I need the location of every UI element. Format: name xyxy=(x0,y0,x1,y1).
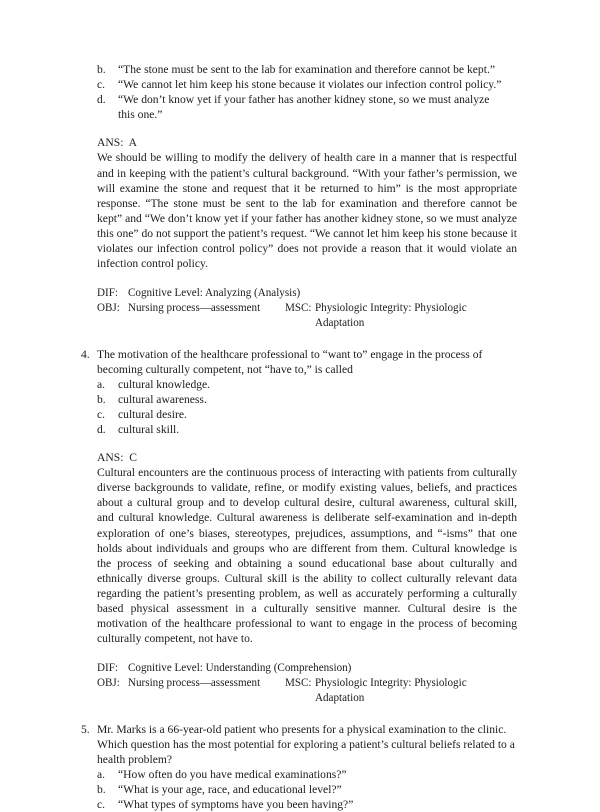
obj-value: Nursing process—assessment xyxy=(128,677,261,690)
option-text: “What types of symptoms have you been having?” xyxy=(118,798,354,812)
option-text: cultural skill. xyxy=(118,422,180,436)
option-text: “How often do you have medical examinations?” xyxy=(118,767,347,781)
question-number: 5. xyxy=(81,722,90,736)
msc-key: MSC: xyxy=(285,302,312,315)
page-content xyxy=(81,62,517,812)
metadata-row-dif xyxy=(97,661,517,676)
option-text: cultural desire. xyxy=(118,407,187,421)
dif-key: DIF: xyxy=(97,662,118,675)
answer-label: ANS: C xyxy=(97,451,137,465)
dif-value: Cognitive Level: Understanding (Comprehension) xyxy=(128,662,352,675)
option-item[interactable] xyxy=(97,92,517,107)
option-letter: d. xyxy=(97,93,106,107)
question-4-answer-block xyxy=(97,450,517,646)
question-3-options-continued xyxy=(81,62,517,122)
msc-value: Physiologic Integrity: Physiologic Adaptation xyxy=(315,677,467,705)
option-letter: b. xyxy=(97,392,106,406)
option-item[interactable] xyxy=(97,422,517,437)
option-item[interactable] xyxy=(97,62,517,77)
question-stem: The motivation of the healthcare professional to “want to” engage in the process of becoming culturally competent, not “have to,” is called xyxy=(97,347,483,376)
option-letter: c. xyxy=(97,798,106,812)
question-3-metadata xyxy=(97,286,517,331)
question-3-answer-block xyxy=(97,135,517,271)
option-letter: b. xyxy=(97,63,106,76)
option-letter: b. xyxy=(97,782,106,796)
obj-value: Nursing process—assessment xyxy=(128,302,261,315)
msc-value: Physiologic Integrity: Physiologic Adaptation xyxy=(315,302,467,330)
option-text: cultural awareness. xyxy=(118,392,207,406)
option-item[interactable] xyxy=(97,767,517,782)
option-text: cultural knowledge. xyxy=(118,377,211,391)
option-item[interactable] xyxy=(97,797,517,812)
question-stem: Mr. Marks is a 66-year-old patient who presents for a physical examination to the clinic. Which question has the most potential for exploring a patient’s cultural beliefs related to a health problem? xyxy=(97,722,515,766)
option-text: “The stone must be sent to the lab for examination and therefore cannot be kept.” xyxy=(118,63,495,76)
question-5 xyxy=(81,722,517,812)
answer-rationale: Cultural encounters are the continuous process of interacting with patients from culturally diverse backgrounds to validate, refine, or modify existing values, beliefs, and practices about a cultural group and to develop cultural desire, cultural awareness, cultural skill, and cultural knowledge. Cultural awareness is deliberate self-examination and in-depth exploration of one’s biases, stereotypes, prejudices, assumptions, and “-isms” that one holds about individuals and groups who are different from them. Cultural knowledge is the process of seeking and obtaining a sound educational base about culturally and ethnically diverse groups. Cultural skill is the ability to collect culturally relevant data regarding the patient’s presenting problem, as well as accurately performing a culturally based physical assessment in a culturally sensitive manner. Cultural desire is the motivation of the healthcare professional to want to engage in the process of becoming culturally competent, not have to. xyxy=(97,466,517,646)
option-letter: a. xyxy=(97,767,106,781)
option-letter: c. xyxy=(97,78,106,92)
question-4 xyxy=(81,347,517,707)
metadata-row-obj-msc xyxy=(97,301,517,331)
option-text: “We don’t know yet if your father has another kidney stone, so we must analyze xyxy=(118,93,490,107)
answer-rationale: We should be willing to modify the delivery of health care in a manner that is respectful and in keeping with the patient’s cultural background. “With your father’s permission, we will examine the stone and request that it be returned to him” is the most appropriate response. “The stone must be sent to the lab for examination and therefore cannot be kept” and “We don’t know yet if your father has another kidney stone, so we must analyze this one” do not support the patient’s request. “We cannot let him keep his stone because it violates our infection control policy” does not provide a reason that it would violate an infection control policy. xyxy=(97,151,517,271)
option-item[interactable] xyxy=(97,407,517,422)
metadata-row-dif xyxy=(97,286,517,301)
option-letter: d. xyxy=(97,422,106,436)
question-4-metadata xyxy=(97,661,517,706)
obj-key: OBJ: xyxy=(97,302,120,315)
option-letter: c. xyxy=(97,407,106,421)
option-text: “We cannot let him keep his stone because it violates our infection control policy.” xyxy=(118,78,502,92)
option-item[interactable] xyxy=(97,377,517,392)
dif-key: DIF: xyxy=(97,287,118,300)
option-item[interactable] xyxy=(97,77,517,92)
dif-value: Cognitive Level: Analyzing (Analysis) xyxy=(128,287,301,300)
answer-label: ANS: A xyxy=(97,136,137,150)
option-letter: a. xyxy=(97,377,106,391)
option-item[interactable] xyxy=(97,782,517,797)
metadata-row-obj-msc xyxy=(97,676,517,706)
obj-key: OBJ: xyxy=(97,677,120,690)
question-number: 4. xyxy=(81,347,90,361)
option-text: “What is your age, race, and educational level?” xyxy=(118,782,342,796)
msc-key: MSC: xyxy=(285,677,312,690)
option-text-continuation: this one.” xyxy=(118,108,163,122)
question-4-stem-row xyxy=(81,347,517,377)
question-5-stem-row xyxy=(81,722,517,767)
option-item[interactable] xyxy=(97,392,517,407)
